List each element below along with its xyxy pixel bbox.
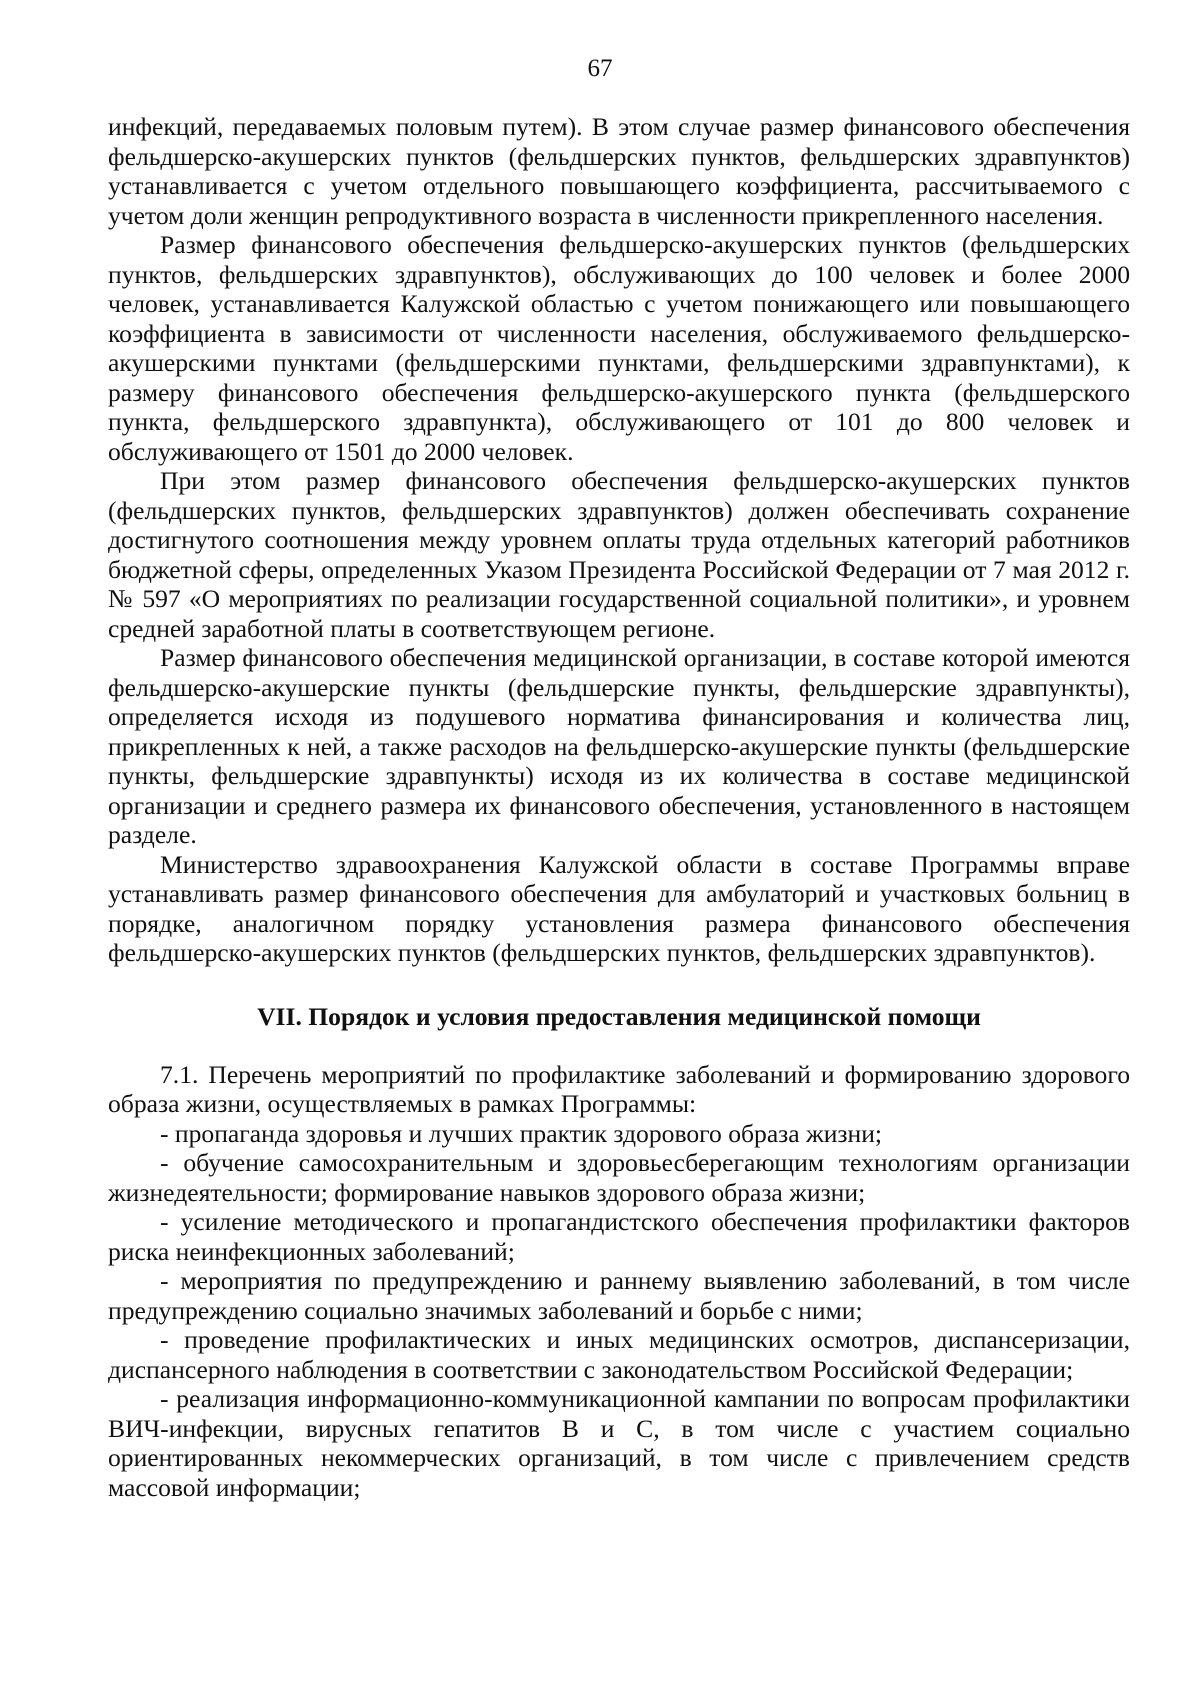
paragraph-continuation: инфекций, передаваемых половым путем). В этом случае размер финансового обеспечения фельдшерско-акушерских пунктов (фельдшерских пунктов, фельдшерских здравпунктов) устанавливается с учетом отдельного повышающего коэффициента, рассчитываемого с учетом доли женщин репродуктивного возраста в численности прикрепленного населения. [108,112,1130,230]
page-number: 67 [587,55,613,82]
paragraph-fap-coefficient: Размер финансового обеспечения фельдшерско-акушерских пунктов (фельдшерских пунктов, фельдшерских здравпунктов), обслуживающих до 100 человек и более 2000 человек, устанавливается Калужской областью с учетом понижающего или повышающего коэффициента в зависимости от численности населения, обслуживаемого фельдшерско-акушерскими пунктами (фельдшерскими пунктами, фельдшерскими здравпунктами), к размеру финансового обеспечения фельдшерско-акушерского пункта (фельдшерского пункта, фельдшерского здравпункта), обслуживающего от 101 до 800 человек и обслуживающего от 1501 до 2000 человек. [108,230,1130,466]
list-item: - мероприятия по предупреждению и раннему выявлению заболеваний, в том числе предупреждению социально значимых заболеваний и борьбе с ними; [108,1266,1130,1325]
list-item: - обучение самосохранительным и здоровьесберегающим технологиям организации жизнедеятельности; формирование навыков здорового образа жизни; [108,1148,1130,1207]
paragraph-organization-funding: Размер финансового обеспечения медицинской организации, в составе которой имеются фельдшерско-акушерские пункты (фельдшерские пункты, фельдшерские здравпункты), определяется исходя из подушевого норматива финансирования и количества лиц, прикрепленных к ней, а также расходов на фельдшерско-акушерские пункты (фельдшерские пункты, фельдшерские здравпункты) исходя из их количества в составе медицинской организации и среднего размера их финансового обеспечения, установленного в настоящем разделе. [108,643,1130,849]
paragraph-ministry-rights: Министерство здравоохранения Калужской области в составе Программы вправе устанавливать размер финансового обеспечения для амбулаторий и участковых больниц в порядке, аналогичном порядку установления размера финансового обеспечения фельдшерско-акушерских пунктов (фельдшерских пунктов, фельдшерских здравпунктов). [108,849,1130,967]
list-item: - реализация информационно-коммуникационной кампании по вопросам профилактики ВИЧ-инфекции, вирусных гепатитов В и С, в том числе с участием социально ориентированных некоммерческих организаций, в том числе с привлечением средств массовой информации; [108,1384,1130,1502]
list-item: - проведение профилактических и иных медицинских осмотров, диспансеризации, диспансерного наблюдения в соответствии с законодательством Российской Федерации; [108,1325,1130,1384]
list-item: - пропаганда здоровья и лучших практик здорового образа жизни; [160,1118,883,1148]
measures-list [108,1119,1130,1503]
paragraph-salary-ratio: При этом размер финансового обеспечения фельдшерско-акушерских пунктов (фельдшерских пунктов, фельдшерских здравпунктов) должен обеспечивать сохранение достигнутого соотношения между уровнем оплаты труда отдельных категорий работников бюджетной сферы, определенных Указом Президента Российской Федерации от 7 мая 2012 г. № 597 «О мероприятиях по реализации государственной социальной политики», и уровнем средней заработной платы в соответствующем регионе. [108,466,1130,643]
list-item: - усиление методического и пропагандистского обеспечения профилактики факторов риска неинфекционных заболеваний; [108,1207,1130,1266]
section-intro: 7.1. Перечень мероприятий по профилактике заболеваний и формированию здорового образа жизни, осуществляемых в рамках Программы: [108,1059,1130,1118]
document-body [108,112,1130,1502]
section-heading: VII. Порядок и условия предоставления медицинской помощи [257,1001,981,1031]
